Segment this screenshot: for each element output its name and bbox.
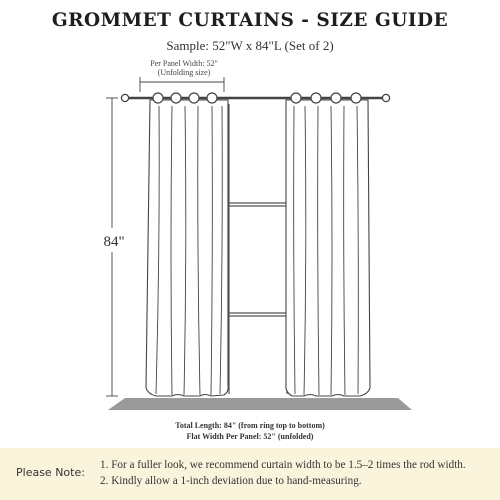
grommet [331, 93, 341, 103]
total-length-caption: Total Length: 84" (from ring top to bottom) [175, 421, 325, 430]
grommet [171, 93, 181, 103]
window-frame [229, 104, 287, 394]
note-item: 1. For a fuller look, we recommend curtain width to be 1.5–2 times the rod width. [100, 459, 466, 471]
grommet [189, 93, 199, 103]
note-item: 2. Kindly allow a 1-inch deviation due to hand-measuring. [100, 475, 362, 487]
page-subtitle: Sample: 52"W x 84"L (Set of 2) [166, 38, 334, 53]
floor [108, 398, 412, 410]
grommet [291, 93, 301, 103]
page-title: GROMMET CURTAINS - SIZE GUIDE [51, 10, 449, 31]
grommet [153, 93, 163, 103]
grommet [207, 93, 217, 103]
panel-width-sublabel: (Unfolding size) [157, 68, 211, 77]
note-label: Please Note: [16, 466, 85, 479]
curtain-panel-right [286, 93, 370, 396]
rod-finial-right [382, 94, 389, 101]
note-footer [0, 448, 500, 500]
flat-width-caption: Flat Width Per Panel: 52" (unfolded) [186, 432, 314, 441]
rod-finial-left [121, 94, 128, 101]
height-label: 84" [103, 234, 125, 250]
curtain-panel-left [146, 93, 228, 396]
grommet [311, 93, 321, 103]
width-dimension [140, 77, 224, 92]
panel-width-label: Per Panel Width: 52" [150, 59, 218, 68]
grommet [351, 93, 361, 103]
note-list [100, 457, 466, 489]
